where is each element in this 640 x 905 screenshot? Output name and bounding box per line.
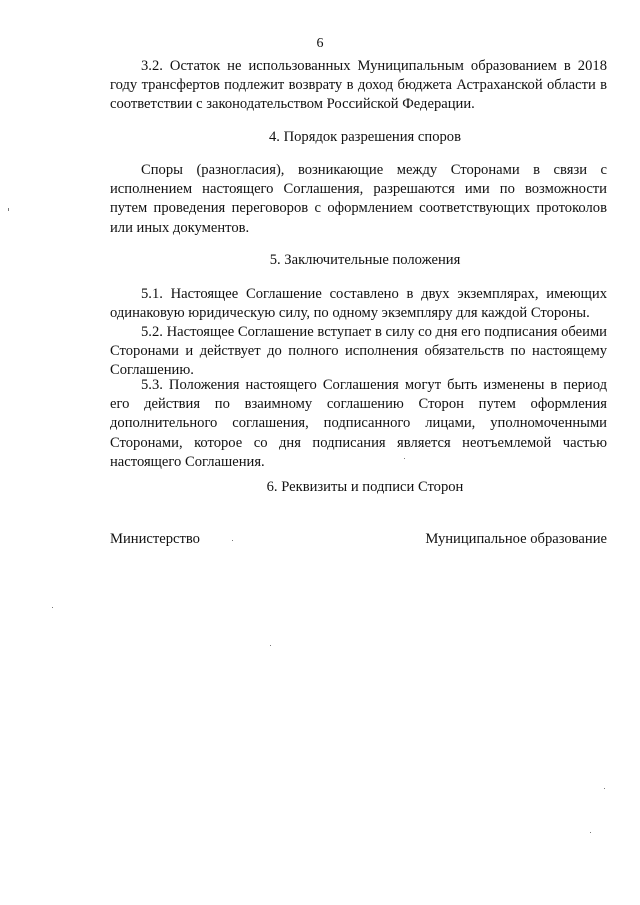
- paragraph-5-1: 5.1. Настоящее Соглашение составлено в двух экземплярах, имеющих одинаковую юридическую силу, по одному экземпляру для каждой Стороны.: [110, 286, 607, 322]
- section-5-heading: 5. Заключительные положения: [269, 252, 461, 268]
- section-4-paragraph: Споры (разногласия), возникающие между Сторонами в связи с исполнением настоящего Соглашения, разрешаются ими по возможности путем проведения переговоров с оформлением соответствующих протоколов или иных документов.: [110, 162, 607, 236]
- paragraph-5-2: 5.2. Настоящее Соглашение вступает в силу со дня его подписания обеими Сторонами и действует до полного исполнения обязательств по настоящему Соглашению.: [110, 324, 607, 379]
- section-6-heading: 6. Реквизиты и подписи Сторон: [266, 479, 464, 495]
- paragraph-5-3: 5.3. Положения настоящего Соглашения могут быть изменены в период его действия по взаимному соглашению Сторон путем оформления дополнительного соглашения, подписанного лицами, уполномоченными Сторонами, которое со дня подписания является неотъемлемой частью настоящего Соглашения.: [110, 377, 607, 470]
- scan-speck: [52, 607, 53, 608]
- section-4-heading: 4. Порядок разрешения споров: [269, 129, 461, 145]
- paragraph-3-2: 3.2. Остаток не использованных Муниципальным образованием в 2018 году трансфертов подлежит возврату в доход бюджета Астраханской области в соответствии с законодательством Российской Федерации.: [110, 58, 607, 113]
- signature-left-ministry: Министерство: [110, 531, 200, 547]
- scan-speck: [270, 645, 271, 646]
- scan-speck: [604, 788, 605, 789]
- scan-speck: [590, 832, 591, 833]
- signature-right-municipality: Муниципальное образование: [425, 531, 607, 547]
- scan-speck: [232, 540, 233, 541]
- scan-speck: [404, 458, 405, 459]
- scan-speck: [8, 208, 9, 211]
- page-number: 6: [316, 36, 324, 51]
